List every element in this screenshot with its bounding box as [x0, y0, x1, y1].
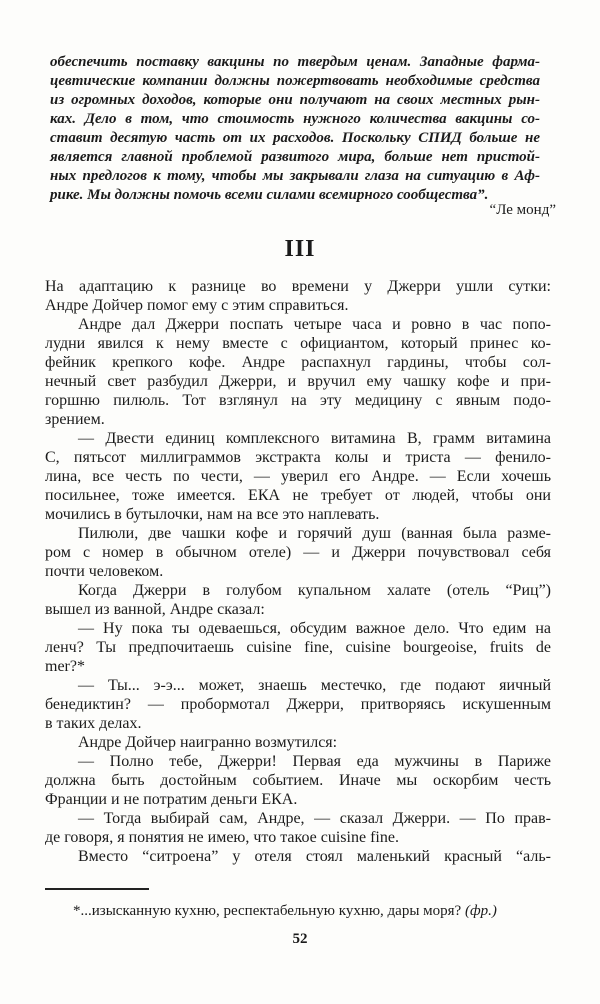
paragraph [45, 524, 551, 581]
paragraph [45, 277, 551, 315]
text-line: вышел из ванной, Андре сказал: [45, 601, 265, 618]
footnote-language-note: (фр.) [464, 903, 497, 919]
text-line: фейник крепкого кофе. Андре распахнул гардины, чтобы сол- [45, 354, 551, 371]
text-line: Андре Дойчер помог ему с этим справиться. [45, 297, 349, 314]
section-heading: III [284, 236, 316, 262]
text-line: — Ты... э-э... может, знаешь местечко, где подают яичный [78, 677, 551, 694]
epigraph-quote [50, 54, 540, 206]
footnote-text: *...изысканную кухню, респектабельную кухню, дары моря? [73, 903, 465, 919]
paragraph [45, 676, 551, 733]
quote-attribution: “Ле монд” [489, 202, 556, 218]
text-line: Вместо “ситроена” у отеля стоял маленький красный “аль- [78, 848, 551, 865]
quote-line: обеспечить поставку вакцины по твердым ценам. Западные фарма- [50, 54, 540, 70]
text-line: — Полно тебе, Джерри! Первая еда мужчины в Париже [78, 753, 551, 770]
paragraph [45, 847, 551, 866]
paragraph [45, 809, 551, 847]
text-line: в таких делах. [45, 715, 142, 732]
text-line: почти человеком. [45, 563, 164, 580]
text-line: зрением. [45, 411, 105, 428]
text-line: нечный свет разбудил Джерри, и вручил ему чашку кофе и при- [45, 373, 551, 390]
paragraph [45, 733, 551, 752]
text-line: лина, все честь по чести, — уверил его Андре. — Если хочешь [45, 468, 551, 485]
text-line: Андре Дойчер наигранно возмутился: [78, 734, 338, 751]
text-line: — Двести единиц комплексного витамина В, грамм витамина [78, 430, 551, 447]
paragraph [45, 752, 551, 809]
paragraph [45, 429, 551, 524]
paragraph [45, 581, 551, 619]
quote-line: ставит десятую часть от их расходов. Поскольку СПИД больше не [50, 130, 540, 146]
quote-line: ных предлогов к тому, чтобы мы закрывали глаза на ситуацию в Аф- [50, 168, 540, 184]
footnote-divider [45, 888, 149, 890]
text-line: посильнее, тоже имеется. ЕКА не требует от людей, чтобы они [45, 487, 551, 504]
text-line: лудни явился к нему вместе с официантом, который принес ко- [45, 335, 551, 352]
text-line: Пилюли, две чашки кофе и горячий душ (ванная была разме- [78, 525, 551, 542]
text-line: Когда Джерри в голубом купальном халате (отель “Риц”) [78, 582, 551, 599]
page-number: 52 [292, 931, 308, 947]
body-text [45, 277, 551, 866]
text-line: — Тогда выбирай сам, Андре, — сказал Джерри. — По прав- [78, 810, 551, 827]
text-line: ром с номер в обычном отеле) — и Джерри почувствовал себя [45, 544, 551, 561]
text-line: мочились в бутылочки, нам на все это наплевать. [45, 506, 380, 523]
text-line: бенедиктин? — пробормотал Джерри, притворяясь искушенным [45, 696, 551, 713]
text-line: mer?* [45, 658, 85, 675]
text-line: Андре дал Джерри поспать четыре часа и ровно в час попо- [78, 316, 551, 333]
quote-line: цевтические компании должны пожертвовать необходимые средства [50, 73, 540, 89]
paragraph [45, 619, 551, 676]
quote-line: рике. Мы должны помочь всеми силами всемирного сообщества”. [50, 187, 489, 203]
text-line: должна быть достойным событием. Иначе мы оскорбим честь [45, 772, 551, 789]
footnote [45, 902, 551, 921]
quote-line: ках. Дело в том, что стоимость нужного количества вакцины со- [50, 111, 540, 127]
text-line: ленч? Ты предпочитаешь cuisine fine, cuisine bourgeoise, fruits de [45, 639, 551, 656]
quote-line: является главной проблемой развитого мира, больше нет пристой- [50, 149, 540, 165]
text-line: С, пятьсот миллиграммов экстракта колы и триста — фенило- [45, 449, 551, 466]
text-line: На адаптацию к разнице во времени у Джерри ушли сутки: [45, 278, 551, 295]
text-line: де говоря, я понятия не имею, что такое cuisine fine. [45, 829, 399, 846]
text-line: — Ну пока ты одеваешься, обсудим важное дело. Что едим на [78, 620, 551, 637]
text-line: горшню пилюль. Тот взглянул на эту медицину с явным подо- [45, 392, 551, 409]
text-line: Франции и не потратим деньги ЕКА. [45, 791, 298, 808]
paragraph [45, 315, 551, 429]
quote-line: из огромных доходов, которые они получают на своих местных рын- [50, 92, 540, 108]
